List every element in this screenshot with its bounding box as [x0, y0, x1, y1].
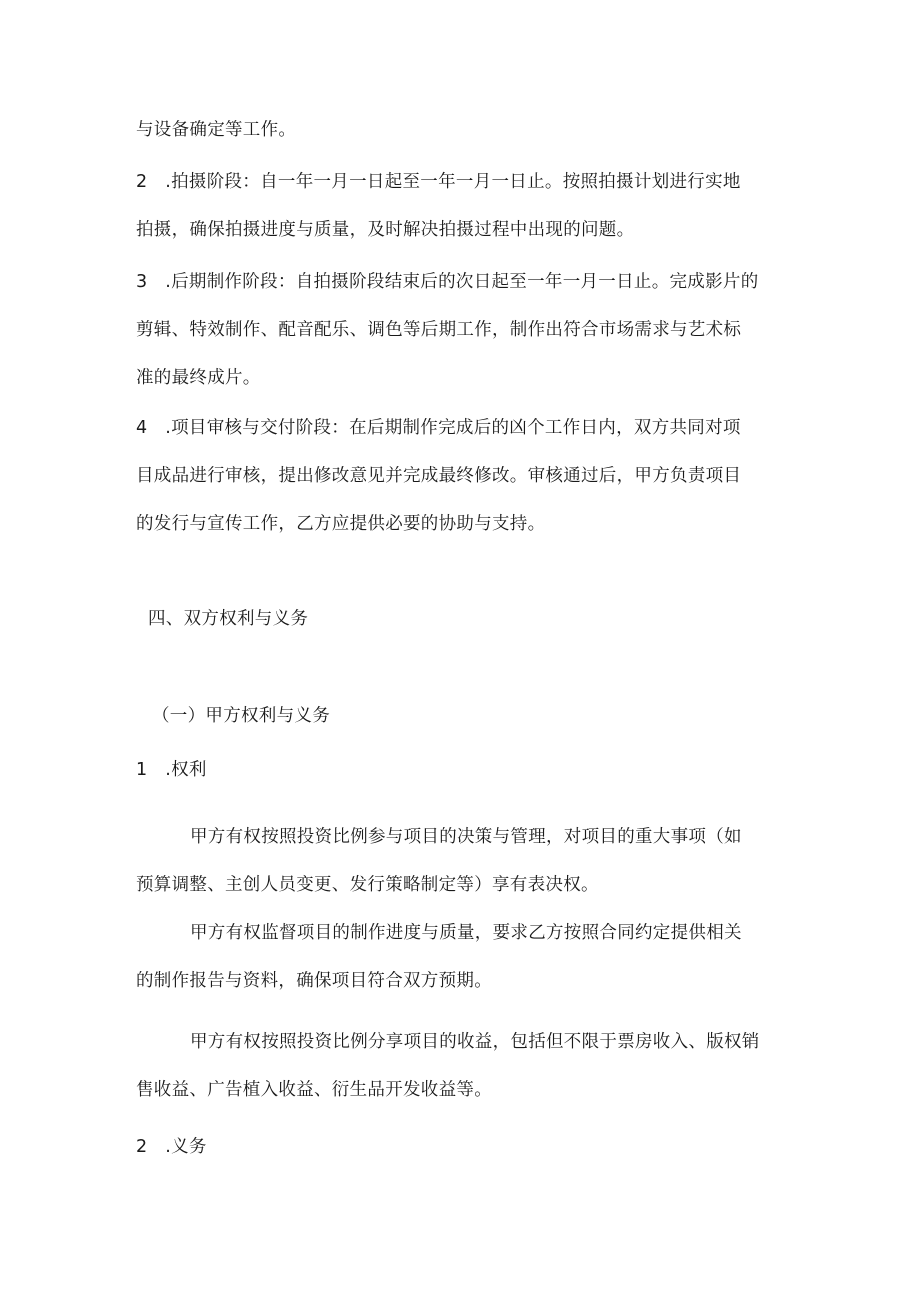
subsection-heading: （一）甲方权利与义务 [152, 706, 330, 726]
list-item-3-line-3: 准的最终成片。 [136, 368, 261, 388]
rights-paragraph-1-line-2: 预算调整、主创人员变更、发行策略制定等）享有表决权。 [136, 875, 599, 895]
list-item-4-line-2: 目成品进行审核，提出修改意见并完成最终修改。审核通过后，甲方负责项目 [136, 466, 742, 486]
rights-paragraph-2-line-1: 甲方有权监督项目的制作进度与质量，要求乙方按照合同约定提供相关 [190, 923, 742, 943]
list-item-3-line-1: 3 .后期制作阶段：自拍摄阶段结束后的次日起至一年一月一日止。完成影片的 [136, 272, 759, 292]
section-heading: 四、双方权利与义务 [148, 609, 309, 629]
list-item-2-line-2: 拍摄，确保拍摄进度与质量，及时解决拍摄过程中出现的问题。 [136, 220, 635, 240]
item-heading-rights: 1 .权利 [136, 760, 207, 780]
list-item-4-line-1: 4 .项目审核与交付阶段：在后期制作完成后的凶个工作日内，双方共同对项 [136, 418, 741, 438]
rights-paragraph-3-line-1: 甲方有权按照投资比例分享项目的收益，包括但不限于票房收入、版权销 [190, 1032, 760, 1052]
item-heading-obligations: 2 .义务 [136, 1137, 207, 1157]
rights-paragraph-1-line-1: 甲方有权按照投资比例参与项目的决策与管理，对项目的重大事项（如 [190, 827, 742, 847]
rights-paragraph-3-line-2: 售收益、广告植入收益、衍生品开发收益等。 [136, 1080, 492, 1100]
list-item-4-line-3: 的发行与宣传工作，乙方应提供必要的协助与支持。 [136, 514, 546, 534]
list-item-3-line-2: 剪辑、特效制作、配音配乐、调色等后期工作，制作出符合市场需求与艺术标 [136, 320, 742, 340]
rights-paragraph-2-line-2: 的制作报告与资料，确保项目符合双方预期。 [136, 971, 492, 991]
list-item-2-line-1: 2 .拍摄阶段：自一年一月一日起至一年一月一日止。按照拍摄计划进行实地 [136, 172, 741, 192]
paragraph-line: 与设备确定等工作。 [136, 120, 297, 140]
